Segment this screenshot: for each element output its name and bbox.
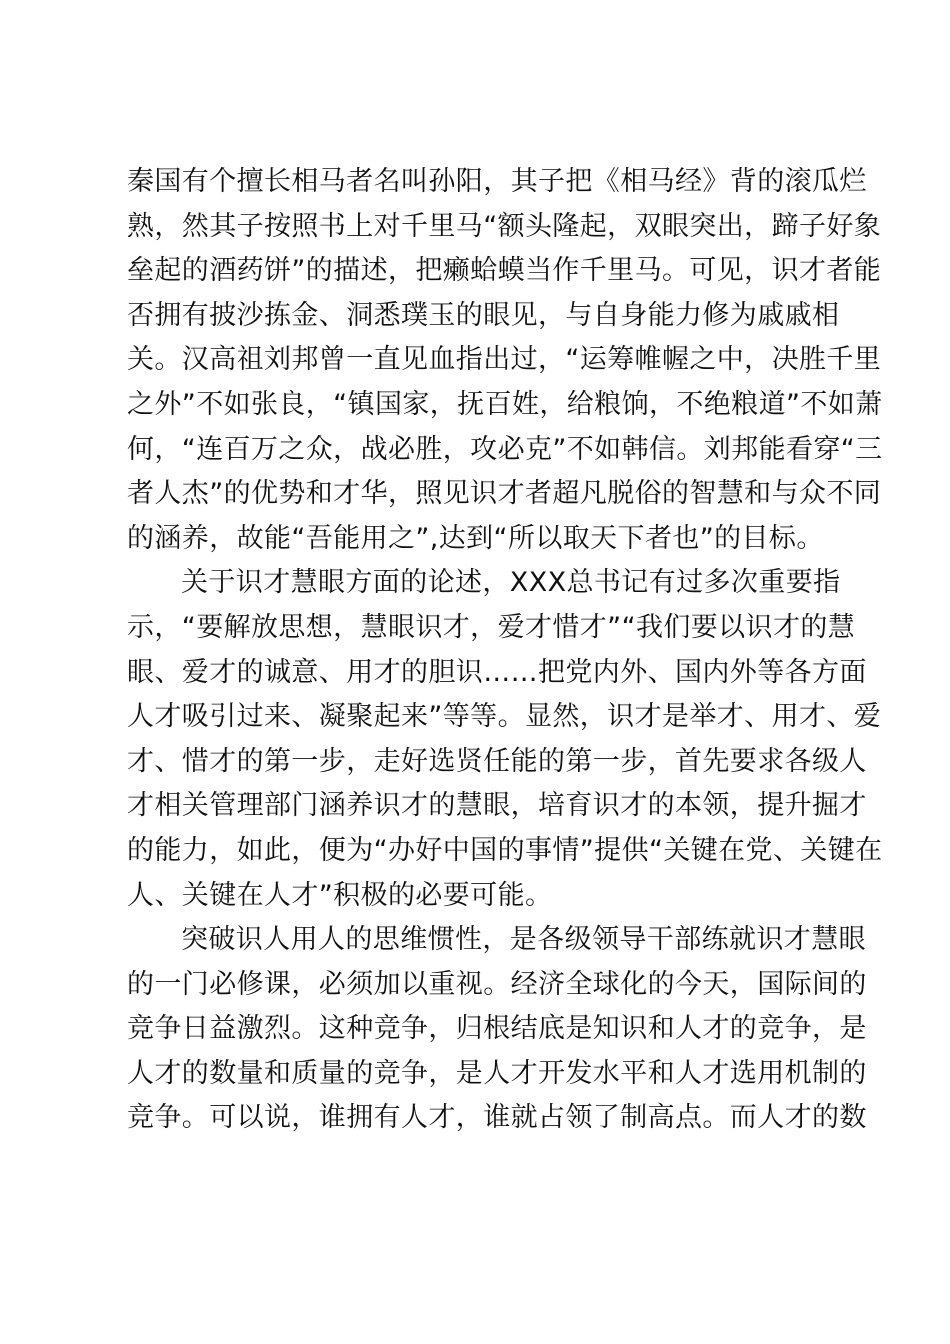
paragraph-2-line-1: 关于识才慧眼方面的论述，XXX总书记有过多次重要指: [181, 567, 841, 599]
text-line-9: 的涵养，故能“吾能用之”,达到“所以取天下者也”的目标。: [127, 522, 824, 554]
text-line-6: 之外”不如张良，“镇国家，抚百姓，给粮饷，不绝粮道”不如萧: [127, 388, 883, 420]
text-line-17: 人、关键在人才”积极的必要可能。: [127, 879, 553, 911]
body-text: [127, 160, 883, 1141]
text-line-4: 否拥有披沙拣金、洞悉璞玉的眼见，与自身能力修为戚戚相: [127, 299, 840, 331]
text-line-14: 才、惜才的第一步，走好选贤任能的第一步，首先要求各级人: [127, 745, 867, 777]
text-line-22: 竞争。可以说，谁拥有人才，谁就占领了制高点。而人才的数: [127, 1102, 867, 1134]
text-line-20: 竞争日益激烈。这种竞争，归根结底是知识和人才的竞争，是: [127, 1013, 867, 1045]
text-line-12: 眼、爱才的诚意、用才的胆识……把党内外、国内外等各方面: [127, 656, 867, 688]
text-line-11: 示，“要解放思想，慧眼识才，爱才惜才”“我们要以识才的慧: [127, 611, 856, 643]
text-line-1: 秦国有个擅长相马者名叫孙阳，其子把《相马经》背的滚瓜烂: [127, 166, 867, 197]
text-line-3: 垒起的酒药饼”的描述，把癞蛤蟆当作千里马。可见，识才者能: [127, 255, 882, 287]
text-line-15: 才相关管理部门涵养识才的慧眼，培育识才的本领，提升掘才: [127, 790, 867, 822]
text-line-8: 者人杰”的优势和才华，照见识才者超凡脱俗的智慧和与众不同: [127, 478, 882, 510]
text-line-5: 关。汉高祖刘邦曾一直见血指出过，“运筹帷幄之中，决胜千里: [127, 344, 882, 376]
text-line-21: 人才的数量和质量的竞争，是人才开发水平和人才选用机制的: [127, 1057, 867, 1089]
text-line-16: 的能力，如此，便为“办好中国的事情”提供“关键在党、关键在: [127, 834, 883, 866]
text-line-19: 的一门必修课，必须加以重视。经济全球化的今天，国际间的: [127, 968, 867, 1000]
text-line-2: 熟，然其子按照书上对千里马“额头隆起，双眼突出，蹄子好象: [127, 210, 882, 242]
text-line-7: 何，“连百万之众，战必胜，攻必克”不如韩信。刘邦能看穿“三: [127, 433, 883, 465]
paragraph-3-line-1: 突破识人用人的思维惯性，是各级领导干部练就识才慧眼: [181, 924, 866, 956]
text-line-13: 人才吸引过来、凝聚起来”等等。显然，识才是举才、用才、爱: [127, 701, 882, 733]
